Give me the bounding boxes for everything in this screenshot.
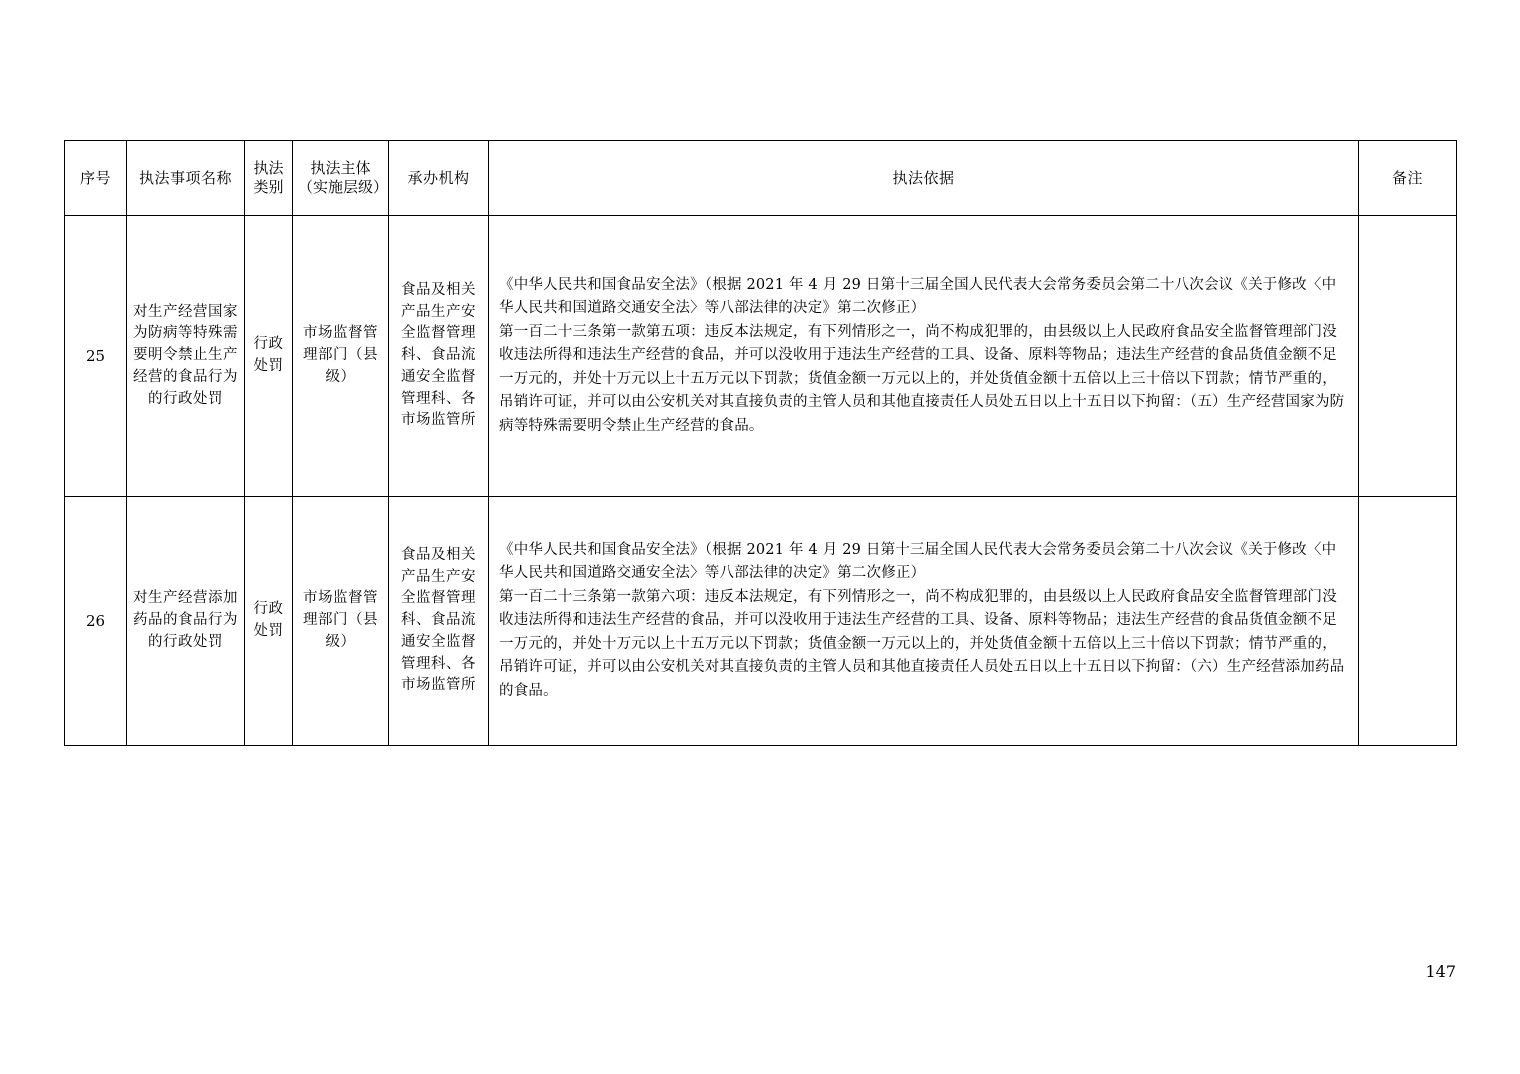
cell-item-name: 对生产经营添加药品的食品行为的行政处罚 xyxy=(127,497,245,746)
cell-legal-basis xyxy=(489,497,1359,746)
table-header xyxy=(65,141,1457,216)
cell-organization: 食品及相关产品生产安全监督管理科、食品流通安全监督管理科、各市场监管所 xyxy=(389,216,489,497)
column-header-item-name: 执法事项名称 xyxy=(127,141,245,216)
cell-seq: 26 xyxy=(65,497,127,746)
page-number: 147 xyxy=(1425,962,1456,981)
column-header-subject: 执法主体（实施层级） xyxy=(293,141,389,216)
cell-subject: 市场监督管理部门（县级） xyxy=(293,497,389,746)
cell-category: 行政处罚 xyxy=(245,497,293,746)
table-row xyxy=(65,497,1457,746)
legal-basis-paragraph-2: 第一百二十三条第一款第六项：违反本法规定，有下列情形之一，尚不构成犯罪的，由县级以上人民政府食品安全监督管理部门没收违法所得和违法生产经营的食品，并可以没收用于违法生产经营的工具、设备、原料等物品；违法生产经营的食品货值金额不足一万元的，并处十万元以上十五万元以下罚款；货值金额一万元以上的，并处货值金额十五倍以上三十倍以下罚款；情节严重的，吊销许可证，并可以由公安机关对其直接负责的主管人员和其他直接责任人员处五日以上十五日以下拘留：（六）生产经营添加药品的食品。 xyxy=(499,588,1345,699)
legal-basis-paragraph-2: 第一百二十三条第一款第五项：违反本法规定，有下列情形之一，尚不构成犯罪的，由县级以上人民政府食品安全监督管理部门没收违法所得和违法生产经营的食品，并可以没收用于违法生产经营的工具、设备、原料等物品；违法生产经营的食品货值金额不足一万元的，并处十万元以上十五万元以下罚款；货值金额一万元以上的，并处货值金额十五倍以上三十倍以下罚款；情节严重的，吊销许可证，并可以由公安机关对其直接负责的主管人员和其他直接责任人员处五日以上十五日以下拘留：（五）生产经营国家为防病等特殊需要明令禁止生产经营的食品。 xyxy=(499,323,1345,434)
enforcement-items-table xyxy=(64,140,1457,746)
legal-basis-paragraph-1: 《中华人民共和国食品安全法》（根据 2021 年 4 月 29 日第十三届全国人民代表大会常务委员会第二十八次会议《关于修改〈中华人民共和国道路交通安全法〉等八部法律的决定》第二次修正） xyxy=(499,541,1337,582)
column-header-category: 执法类别 xyxy=(245,141,293,216)
column-header-legal-basis: 执法依据 xyxy=(489,141,1359,216)
cell-seq: 25 xyxy=(65,216,127,497)
table-body xyxy=(65,216,1457,746)
table-row xyxy=(65,216,1457,497)
cell-legal-basis xyxy=(489,216,1359,497)
cell-organization: 食品及相关产品生产安全监督管理科、食品流通安全监督管理科、各市场监管所 xyxy=(389,497,489,746)
legal-basis-paragraph-1: 《中华人民共和国食品安全法》（根据 2021 年 4 月 29 日第十三届全国人民代表大会常务委员会第二十八次会议《关于修改〈中华人民共和国道路交通安全法〉等八部法律的决定》第二次修正） xyxy=(499,276,1337,317)
cell-remark xyxy=(1359,216,1457,497)
cell-remark xyxy=(1359,497,1457,746)
cell-item-name: 对生产经营国家为防病等特殊需要明令禁止生产经营的食品行为的行政处罚 xyxy=(127,216,245,497)
column-header-remark: 备注 xyxy=(1359,141,1457,216)
table-header-row xyxy=(65,141,1457,216)
column-header-organization: 承办机构 xyxy=(389,141,489,216)
cell-subject: 市场监督管理部门（县级） xyxy=(293,216,389,497)
column-header-seq: 序号 xyxy=(65,141,127,216)
cell-category: 行政处罚 xyxy=(245,216,293,497)
